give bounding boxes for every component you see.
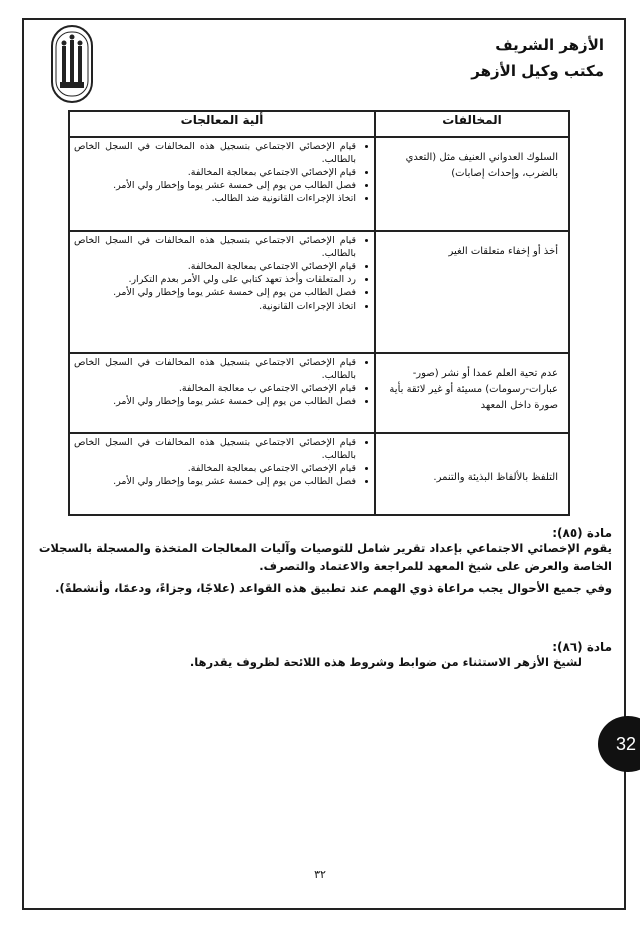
list-item: • قيام الإخصائي الاجتماعي بمعالجة المخالفة. xyxy=(74,260,356,273)
page-badge: 32 xyxy=(598,716,640,772)
list-item: • اتخاذ الإجراءات القانونية. xyxy=(74,300,356,313)
article-85-paragraph-2: وفي جميع الأحوال يجب مراعاة ذوي الهمم عند تطبيق هذه القواعد (علاجًا، وجزاءً، ودعمًا، وأنشطةً). xyxy=(55,580,612,595)
org-name: الأزهر الشريف xyxy=(495,36,604,54)
list-item: • فصل الطالب من يوم إلى خمسة عشر يوما وإخطار ولي الأمر. xyxy=(74,179,356,192)
violation-cell: عدم تحية العلم عمدا أو نشر (صور- عبارات-رسومات) مسيئة أو غير لائقة بأية صورة داخل المعهد xyxy=(375,353,569,433)
article-85-paragraph-1: يقوم الإخصائي الاجتماعي بإعداد تقرير شامل للتوصيات وآليات المعالجات المتخذة والمسجلة بالسجلات الخاصة والعرض على شيخ المعهد للمراجعة والاعتماد والتصرف. xyxy=(38,541,612,573)
table-row xyxy=(69,353,569,433)
table-row xyxy=(69,137,569,231)
table-row xyxy=(69,433,569,515)
letterhead xyxy=(471,36,604,80)
list-item: • فصل الطالب من يوم إلى خمسة عشر يوما وإخطار ولي الأمر. xyxy=(74,286,356,299)
article-86-title: مادة (٨٦): xyxy=(552,640,612,654)
list-item: • قيام الإخصائي الاجتماعي بمعالجة المخالفة. xyxy=(74,166,356,179)
article-86 xyxy=(22,640,612,672)
procedures-cell xyxy=(69,137,375,231)
list-item: • فصل الطالب من يوم إلى خمسة عشر يوما وإخطار ولي الأمر. xyxy=(74,475,356,488)
header-procedures: ألية المعالجات xyxy=(69,111,375,137)
procedures-cell xyxy=(69,231,375,353)
header-violations: المخالفات xyxy=(375,111,569,137)
list-item: • قيام الإخصائي الاجتماعي بتسجيل هذه المخالفات في السجل الخاص بالطالب. xyxy=(74,436,356,462)
list-item: • اتخاذ الإجراءات القانونية ضد الطالب. xyxy=(74,192,356,205)
office-name: مكتب وكيل الأزهر xyxy=(471,62,604,80)
violation-cell: السلوك العدواني العنيف مثل (التعدي بالضرب، وإحداث إصابات) xyxy=(375,137,569,231)
violation-cell: أخذ أو إخفاء متعلقات الغير xyxy=(375,231,569,353)
list-item: • رد المتعلقات وأخذ تعهد كتابي على ولي الأمر بعدم التكرار. xyxy=(74,273,356,286)
list-item: • قيام الإخصائي الاجتماعي بتسجيل هذه المخالفات في السجل الخاص بالطالب. xyxy=(74,234,356,260)
article-85-title: مادة (٨٥): xyxy=(552,526,612,540)
table-header-row xyxy=(69,111,569,137)
list-item: • قيام الإخصائي الاجتماعي ب معالجة المخالفة. xyxy=(74,382,356,395)
list-item: • قيام الإخصائي الاجتماعي بتسجيل هذه المخالفات في السجل الخاص بالطالب. xyxy=(74,140,356,166)
article-85 xyxy=(22,526,612,597)
azhar-logo-icon xyxy=(50,24,94,104)
page-number: ٣٢ xyxy=(314,868,326,881)
violations-table xyxy=(68,110,570,516)
list-item: • فصل الطالب من يوم إلى خمسة عشر يوما وإخطار ولي الأمر. xyxy=(74,395,356,408)
table-row xyxy=(69,231,569,353)
procedures-cell xyxy=(69,433,375,515)
procedures-cell xyxy=(69,353,375,433)
article-86-paragraph: لشيخ الأزهر الاستثناء من ضوابط وشروط هذه اللائحة لظروف يقدرها. xyxy=(189,655,582,669)
violation-cell: التلفظ بالألفاظ البذيئة والتنمر. xyxy=(375,433,569,515)
list-item: • قيام الإخصائي الاجتماعي بمعالجة المخالفة. xyxy=(74,462,356,475)
list-item: • قيام الإخصائي الاجتماعي بتسجيل هذه المخالفات في السجل الخاص بالطالب. xyxy=(74,356,356,382)
